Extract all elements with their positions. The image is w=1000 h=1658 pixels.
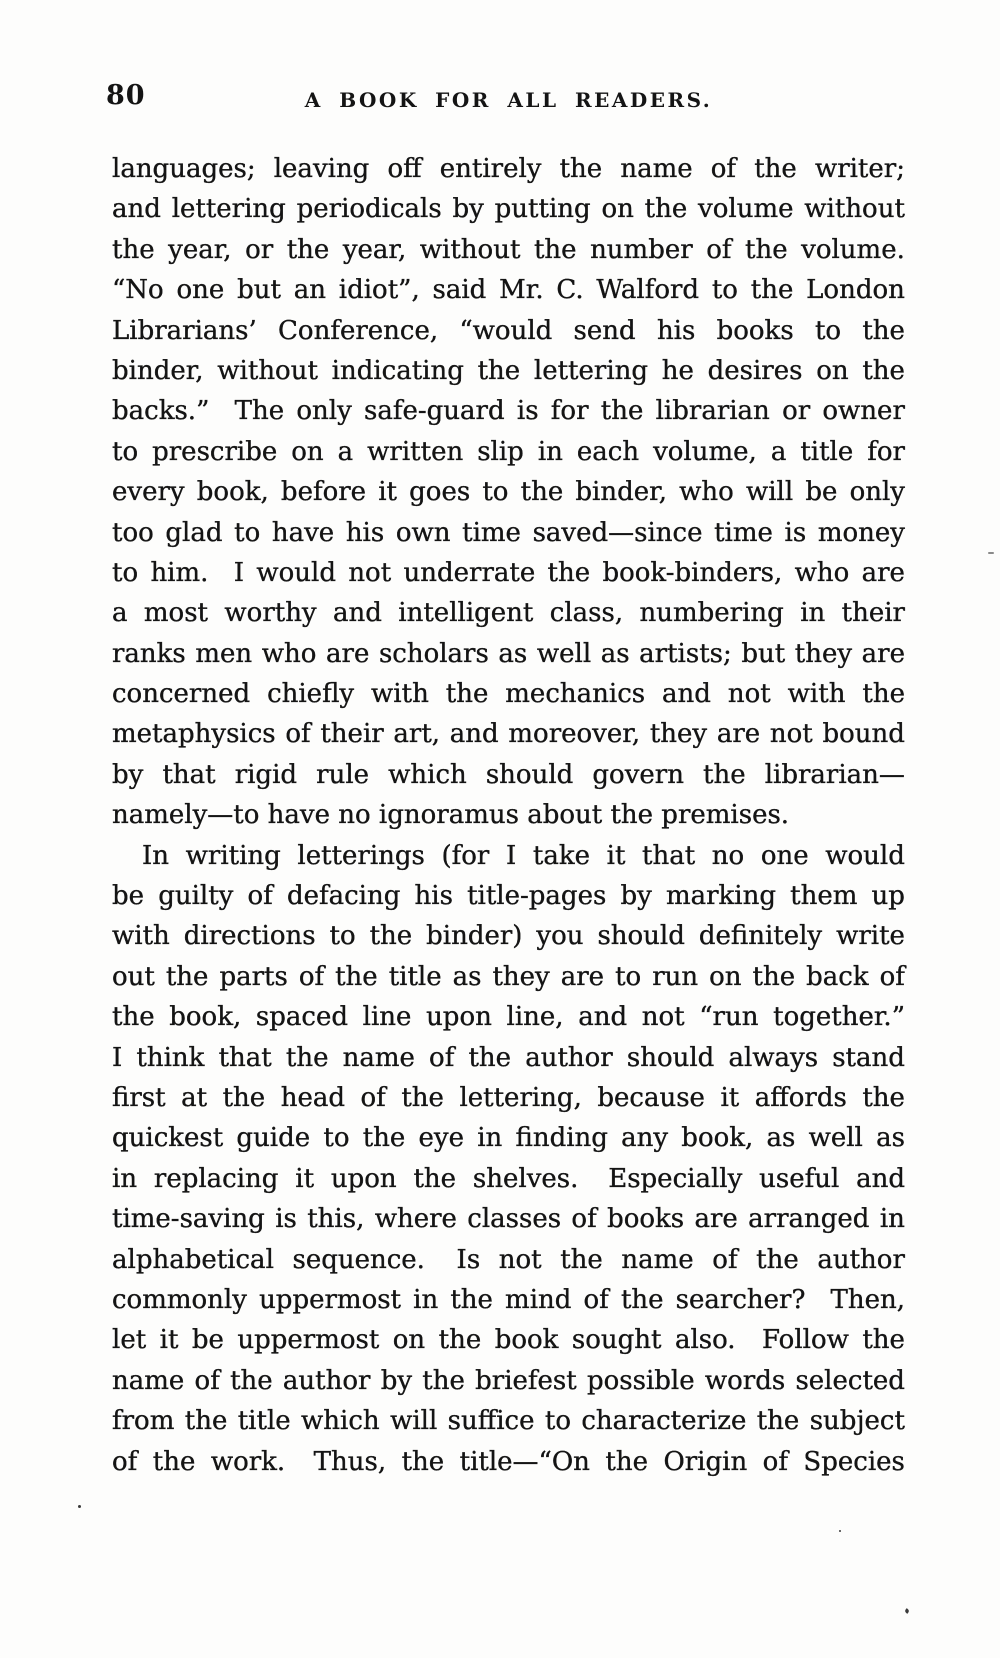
body-text — [112, 149, 905, 1482]
text-line: I think that the name of the author should always stand — [112, 1042, 905, 1073]
text-line: to prescribe on a written slip in each volume, a title for — [112, 436, 905, 467]
text-line: In writing letterings (for I take it that no one would — [142, 840, 905, 871]
text-line: commonly uppermost in the mind of the searcher? Then, — [112, 1284, 905, 1315]
text-line: by that rigid rule which should govern the librarian— — [112, 759, 905, 790]
running-head: A BOOK FOR ALL READERS. — [304, 88, 713, 112]
text-line: to him. I would not underrate the book-binders, who are — [112, 557, 905, 588]
text-line: metaphysics of their art, and moreover, they are not bound — [112, 719, 905, 750]
text-line: concerned chiefly with the mechanics and not with the — [112, 679, 905, 710]
text-line: time-saving is this, where classes of books are arranged in — [112, 1204, 905, 1235]
text-line: first at the head of the lettering, because it affords the — [112, 1082, 905, 1113]
scan-speck — [839, 1530, 841, 1532]
text-line: with directions to the binder) you should definitely write — [112, 921, 905, 952]
text-line: and lettering periodicals by putting on the volume without — [112, 194, 905, 225]
text-line: too glad to have his own time saved—since time is money — [112, 517, 905, 548]
text-line: in replacing it upon the shelves. Especially useful and — [112, 1163, 905, 1194]
text-line: binder, without indicating the lettering he desires on the — [112, 355, 905, 386]
text-line: backs.” The only safe-guard is for the librarian or owner — [112, 396, 905, 427]
page-number: 80 — [106, 80, 146, 111]
scan-speck — [78, 1505, 81, 1508]
text-line: of the work. Thus, the title—“On the Origin of Species — [112, 1446, 905, 1477]
text-line: quickest guide to the eye in finding any book, as well as — [112, 1123, 905, 1154]
scan-speck — [988, 552, 994, 554]
text-line: out the parts of the title as they are to run on the back of — [112, 961, 905, 992]
text-line: the year, or the year, without the number of the volume. — [112, 234, 905, 265]
text-line: every book, before it goes to the binder, who will be only — [112, 477, 905, 508]
text-line: name of the author by the briefest possible words selected — [112, 1365, 905, 1396]
text-line: let it be uppermost on the book sought also. Follow the — [112, 1325, 905, 1356]
text-line: ranks men who are scholars as well as artists; but they are — [112, 638, 905, 669]
text-line: languages; leaving off entirely the name of the writer; — [112, 154, 905, 184]
text-line: be guilty of defacing his title-pages by marking them up — [112, 881, 905, 912]
text-line: a most worthy and intelligent class, numbering in their — [112, 598, 905, 629]
text-line: the book, spaced line upon line, and not “run together.” — [112, 1002, 905, 1033]
text-line: from the title which will suffice to characterize the subject — [112, 1406, 905, 1437]
text-line: alphabetical sequence. Is not the name of the author — [112, 1244, 905, 1275]
text-line: namely—to have no ignoramus about the premises. — [112, 800, 790, 831]
text-line: “No one but an idiot”, said Mr. C. Walford to the London — [112, 275, 905, 306]
scan-speck — [904, 1608, 910, 1614]
text-line: Librarians’ Conference, “would send his books to the — [112, 315, 905, 346]
